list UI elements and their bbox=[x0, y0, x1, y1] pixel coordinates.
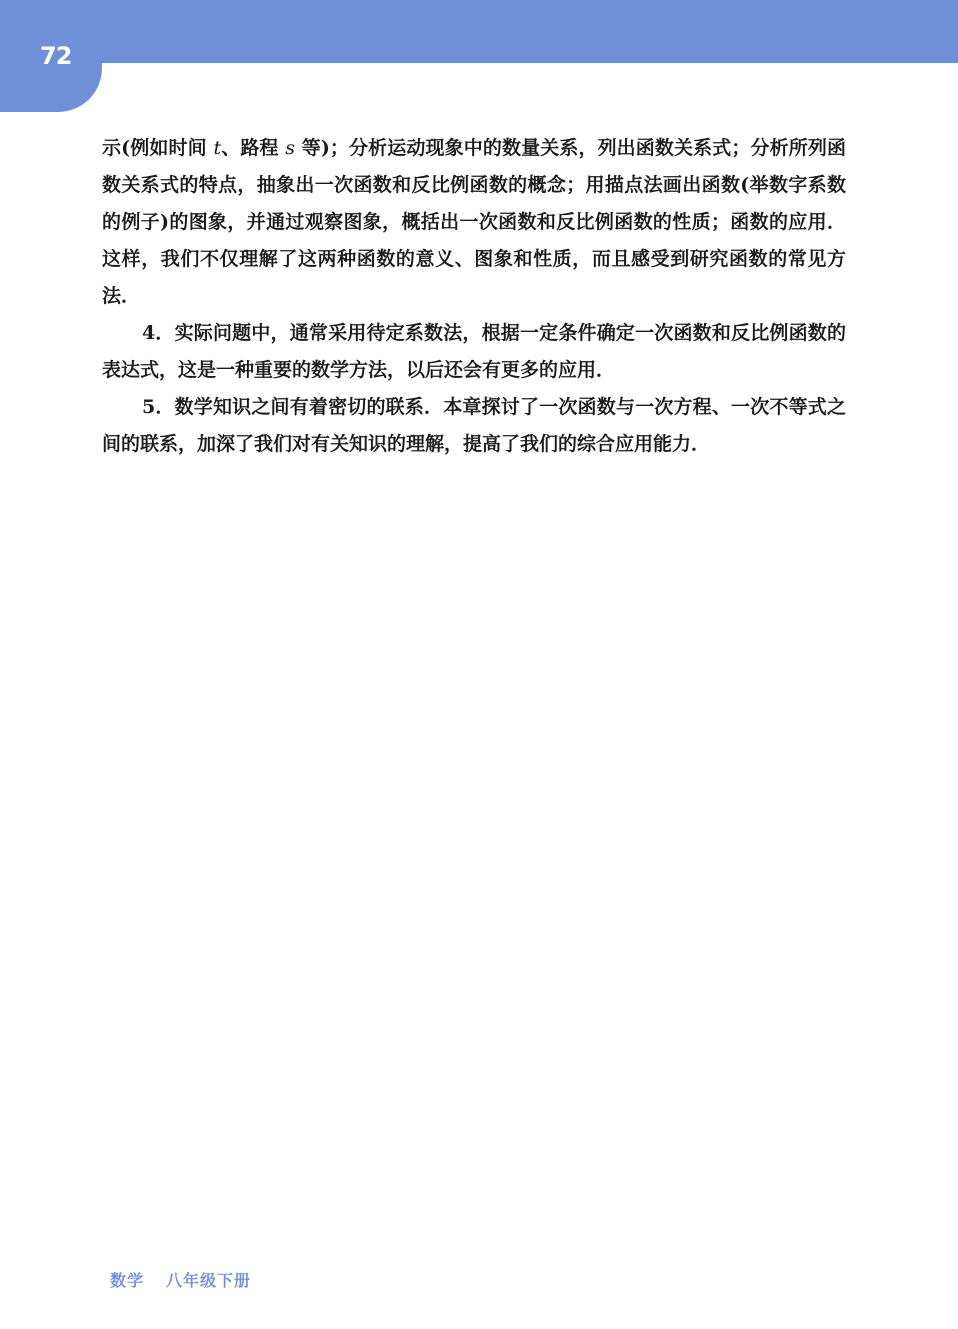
variable-s: s bbox=[285, 137, 296, 159]
variable-t: t bbox=[213, 137, 222, 159]
page-number-tab bbox=[0, 0, 102, 112]
page-number: 72 bbox=[40, 42, 72, 70]
paragraph-3: 5．数学知识之间有着密切的联系．本章探讨了一次函数与一次方程、一次不等式之间的联系，加深了我们对有关知识的理解，提高了我们的综合应用能力． bbox=[102, 396, 846, 455]
footer-grade: 八年级下册 bbox=[166, 1271, 252, 1290]
footer-book-title bbox=[110, 1268, 251, 1291]
summary-text bbox=[102, 130, 846, 463]
paragraph-2: 4．实际问题中，通常采用待定系数法，根据一定条件确定一次函数和反比例函数的表达式，这是一种重要的数学方法，以后还会有更多的应用． bbox=[102, 322, 846, 381]
paragraph-1: 示(例如时间 t、路程 s 等)；分析运动现象中的数量关系，列出函数关系式；分析所列函数关系式的特点，抽象出一次函数和反比例函数的概念；用描点法画出函数(举数字系数的例子)的图象，并通过观察图象，概括出一次函数和反比例函数的性质；函数的应用．这样，我们不仅理解了这两种函数的意义、图象和性质，而且感受到研究函数的常见方法． bbox=[102, 137, 846, 307]
footer-subject: 数学 bbox=[110, 1271, 145, 1290]
header-band bbox=[0, 0, 958, 63]
